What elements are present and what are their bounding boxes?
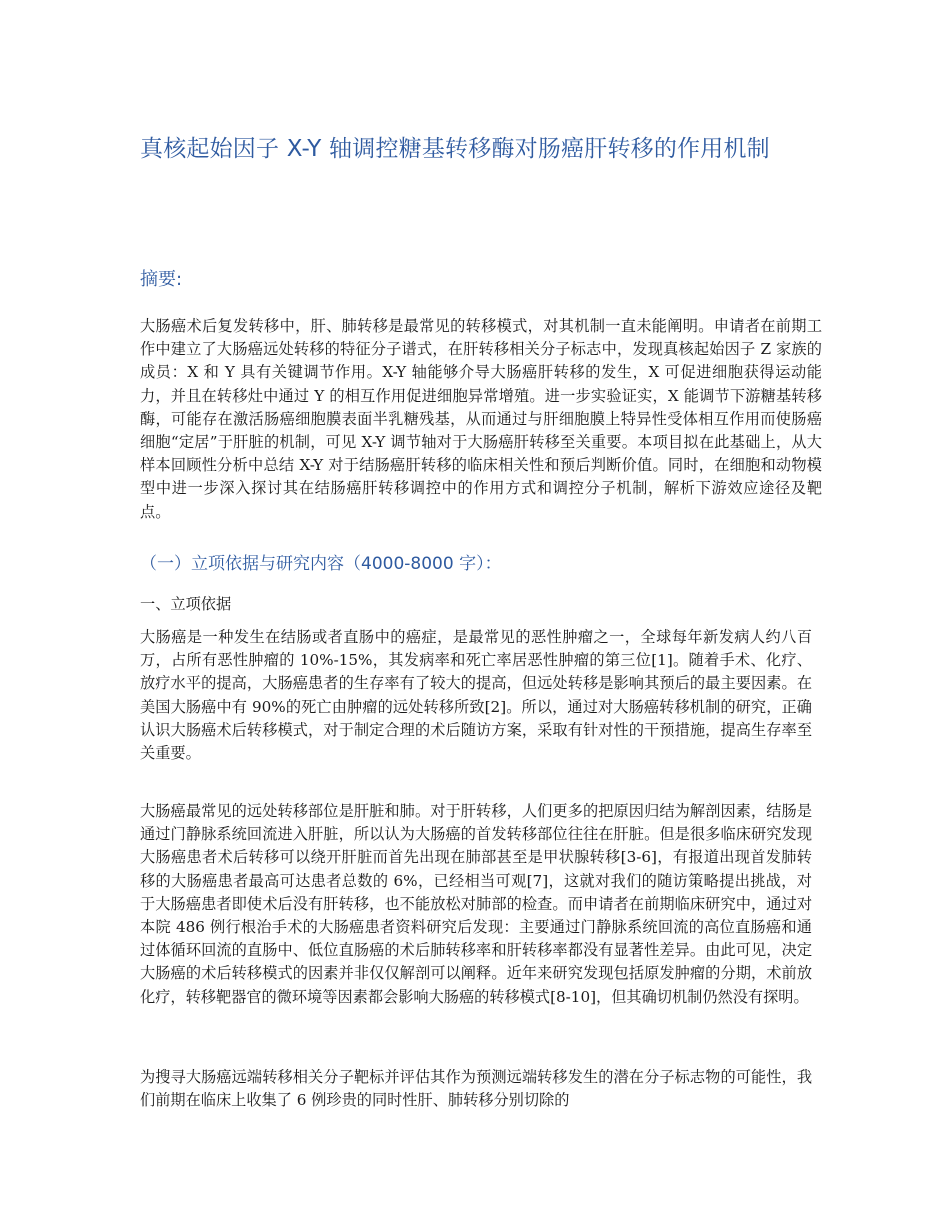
body-paragraph-2: 大肠癌最常见的远处转移部位是肝脏和肺。对于肝转移，人们更多的把原因归结为解剖因素，结肠是通过门静脉系统回流进入肝脏，所以认为大肠癌的首发转移部位往往在肝脏。但是很多临床研究发现大肠癌患者术后转移可以绕开肝脏而首先出现在肺部甚至是甲状腺转移[3-6]，有报道出现首发肺转移的大肠癌患者最高可达患者总数的 6%，已经相当可观[7]，这就对我们的随访策略提出挑战，对于大肠癌患者即使术后没有肝转移，也不能放松对肺部的检查。而申请者在前期临床研究中，通过对本院 486 例行根治手术的大肠癌患者资料研究后发现：主要通过门静脉系统回流的高位直肠癌和通过体循环回流的直肠中、低位直肠癌的术后肺转移率和肝转移率都没有显著性差异。由此可见，决定大肠癌的术后转移模式的因素并非仅仅解剖可以阐释。近年来研究发现包括原发肿瘤的分期，术前放化疗，转移靶器官的微环境等因素都会影响大肠癌的转移模式[8-10]，但其确切机制仍然没有探明。 [140, 802, 812, 1006]
document-title: 真核起始因子 X-Y 轴调控糖基转移酶对肠癌肝转移的作用机制 [140, 136, 770, 162]
section-heading: （一）立项依据与研究内容（4000-8000 字）： [140, 554, 502, 574]
subsection-heading: 一、立项依据 [140, 595, 232, 613]
body-paragraph-3: 为搜寻大肠癌远端转移相关分子靶标并评估其作为预测远端转移发生的潜在分子标志物的可能性，我们前期在临床上收集了 6 例珍贵的同时性肝、肺转移分别切除的 [140, 1068, 812, 1110]
abstract-paragraph: 大肠癌术后复发转移中，肝、肺转移是最常见的转移模式，对其机制一直未能阐明。申请者在前期工作中建立了大肠癌远处转移的特征分子谱式，在肝转移相关分子标志中，发现真核起始因子 Z 家族的成员：X 和 Y 具有关键调节作用。X-Y 轴能够介导大肠癌肝转移的发生，X 可促进细胞获得运动能力，并且在转移灶中通过 Y 的相互作用促进细胞异常增殖。进一步实验证实，X 能调节下游糖基转移酶，可能存在激活肠癌细胞膜表面半乳糖残基，从而通过与肝细胞膜上特异性受体相互作用而使肠癌细胞“定居”于肝脏的机制，可见 X-Y 调节轴对于大肠癌肝转移至关重要。本项目拟在此基础上，从大样本回顾性分析中总结 X-Y 对于结肠癌肝转移的临床相关性和预后判断价值。同时，在细胞和动物模型中进一步深入探讨其在结肠癌肝转移调控中的作用方式和调控分子机制，解析下游效应途径及靶点。 [140, 317, 822, 521]
body-paragraph-1: 大肠癌是一种发生在结肠或者直肠中的癌症，是最常见的恶性肿瘤之一，全球每年新发病人约八百万，占所有恶性肿瘤的 10%-15%，其发病率和死亡率居恶性肿瘤的第三位[1]。随着手术、化疗、放疗水平的提高，大肠癌患者的生存率有了较大的提高，但远处转移是影响其预后的最主要因素。在美国大肠癌中有 90%的死亡由肿瘤的远处转移所致[2]。所以，通过对大肠癌转移机制的研究，正确认识大肠癌术后转移模式，对于制定合理的术后随访方案，采取有针对性的干预措施，提高生存率至关重要。 [140, 628, 812, 763]
abstract-heading: 摘要: [140, 269, 183, 290]
